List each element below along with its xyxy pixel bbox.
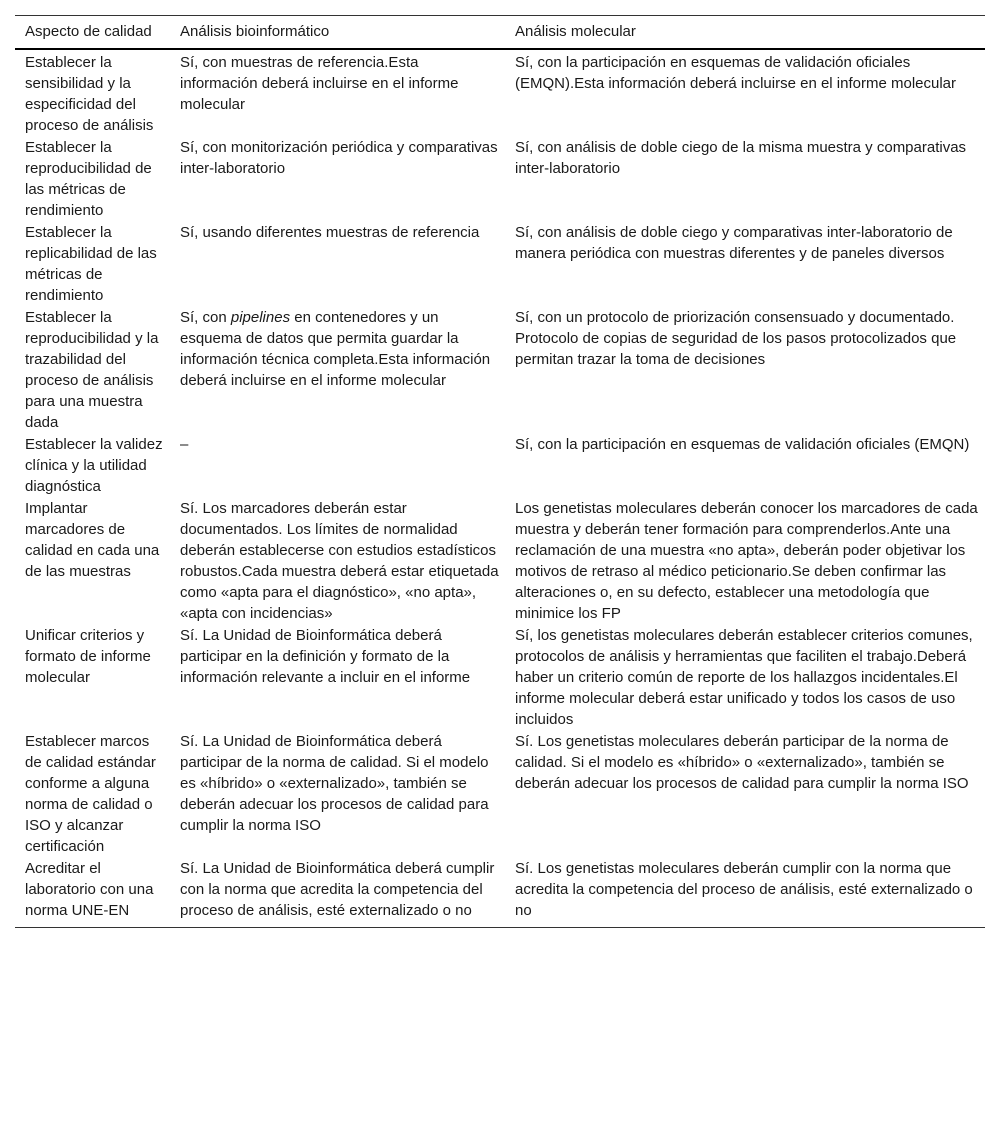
molecular-cell: Sí. Los genetistas moleculares deberán participar de la norma de calidad. Si el modelo es «híbrido» o «externalizado», también se deberán adecuar los procesos de calidad para cumplir la norma ISO: [515, 733, 969, 792]
header-molecular: Análisis molecular: [515, 23, 636, 40]
molecular-cell: Sí. Los genetistas moleculares deberán cumplir con la norma que acredita la competencia del proceso de análisis, esté externalizado o no: [515, 860, 973, 919]
aspect-cell: Unificar criterios y formato de informe molecular: [25, 627, 151, 686]
table-row: [15, 306, 985, 433]
table-row: [15, 433, 985, 497]
table-row: [15, 624, 985, 730]
aspect-cell: Establecer la replicabilidad de las métricas de rendimiento: [25, 224, 157, 304]
italic-term: pipelines: [230, 309, 291, 326]
header-bioinformatic: Análisis bioinformático: [180, 23, 330, 40]
text-segment: Sí, con: [180, 309, 231, 326]
header-aspect: Aspecto de calidad: [25, 23, 152, 40]
molecular-cell: Sí, con la participación en esquemas de validación oficiales (EMQN): [515, 436, 970, 453]
text-segment: en contenedores y un esquema de datos que permita guardar la información técnica completa.Esta información deberá incluirse en el informe molecular: [180, 309, 491, 389]
molecular-cell: Sí, con análisis de doble ciego de la misma muestra y comparativas inter-laboratorio: [515, 139, 967, 177]
bioinformatic-cell: Sí. La Unidad de Bioinformática deberá cumplir con la norma que acredita la competencia del proceso de análisis, esté externalizado o no: [180, 860, 495, 919]
bioinformatic-cell: Sí, usando diferentes muestras de referencia: [180, 224, 480, 241]
molecular-cell: Sí, con un protocolo de priorización consensuado y documentado. Protocolo de copias de seguridad de los pasos protocolizados que permitan trazar la toma de decisiones: [515, 309, 957, 368]
bioinformatic-cell: Sí. Los marcadores deberán estar documentados. Los límites de normalidad deberán establecerse con estudios estadísticos robustos.Cada muestra deberá estar etiquetada como «apta para el diagnóstico», «no apta», «apta con incidencias»: [180, 500, 499, 622]
bioinformatic-cell: Sí. La Unidad de Bioinformática deberá participar en la definición y formato de la información relevante a incluir en el informe: [180, 627, 471, 686]
bioinformatic-cell: Sí. La Unidad de Bioinformática deberá participar de la norma de calidad. Si el modelo es «híbrido» o «externalizado», también se deberán adecuar los procesos de calidad para cumplir la norma ISO: [180, 733, 489, 834]
aspect-cell: Acreditar el laboratorio con una norma UNE-EN: [25, 860, 154, 919]
table-row: [15, 730, 985, 857]
bioinformatic-cell: Sí, con monitorización periódica y comparativas inter-laboratorio: [180, 139, 498, 177]
table-header-row: [15, 16, 985, 50]
molecular-cell: Sí, con la participación en esquemas de validación oficiales (EMQN).Esta información deberá incluirse en el informe molecular: [515, 54, 957, 92]
molecular-cell: Los genetistas moleculares deberán conocer los marcadores de cada muestra y deberán tener formación para comprenderlos.Ante una reclamación de una muestra «no apta», deberán poder objetivar los motivos de retraso al médico peticionario.Se deben confirmar las alteraciones o, en su defecto, establecer una metodología que minimice los FP: [515, 500, 978, 622]
aspect-cell: Establecer la reproducibilidad de las métricas de rendimiento: [25, 139, 152, 219]
aspect-cell: Establecer marcos de calidad estándar conforme a alguna norma de calidad o ISO y alcanzar certificación: [25, 733, 156, 855]
bioinformatic-cell: [170, 306, 505, 433]
aspect-cell: Establecer la sensibilidad y la especificidad del proceso de análisis: [25, 54, 154, 134]
molecular-cell: Sí, los genetistas moleculares deberán establecer criterios comunes, protocolos de análisis y herramientas que faciliten el trabajo.Deberá haber un criterio común de reporte de los hallazgos incidentales.El informe molecular deberá estar unificado y todos los casos de uso incluidos: [515, 627, 973, 728]
table-row: [15, 49, 985, 136]
aspect-cell: Establecer la reproducibilidad y la trazabilidad del proceso de análisis para una muestra dada: [25, 309, 159, 431]
molecular-cell: Sí, con análisis de doble ciego y comparativas inter-laboratorio de manera periódica con muestras diferentes y de paneles diversos: [515, 224, 953, 262]
table-row: [15, 857, 985, 928]
table-row: [15, 497, 985, 624]
aspect-cell: Implantar marcadores de calidad en cada una de las muestras: [25, 500, 160, 580]
quality-aspects-table: [15, 15, 985, 928]
table-row: [15, 221, 985, 306]
aspect-cell: Establecer la validez clínica y la utilidad diagnóstica: [25, 436, 163, 495]
bioinformatic-cell: Sí, con muestras de referencia.Esta información deberá incluirse en el informe molecular: [180, 54, 459, 113]
table-row: [15, 136, 985, 221]
bioinformatic-cell: –: [180, 436, 189, 453]
